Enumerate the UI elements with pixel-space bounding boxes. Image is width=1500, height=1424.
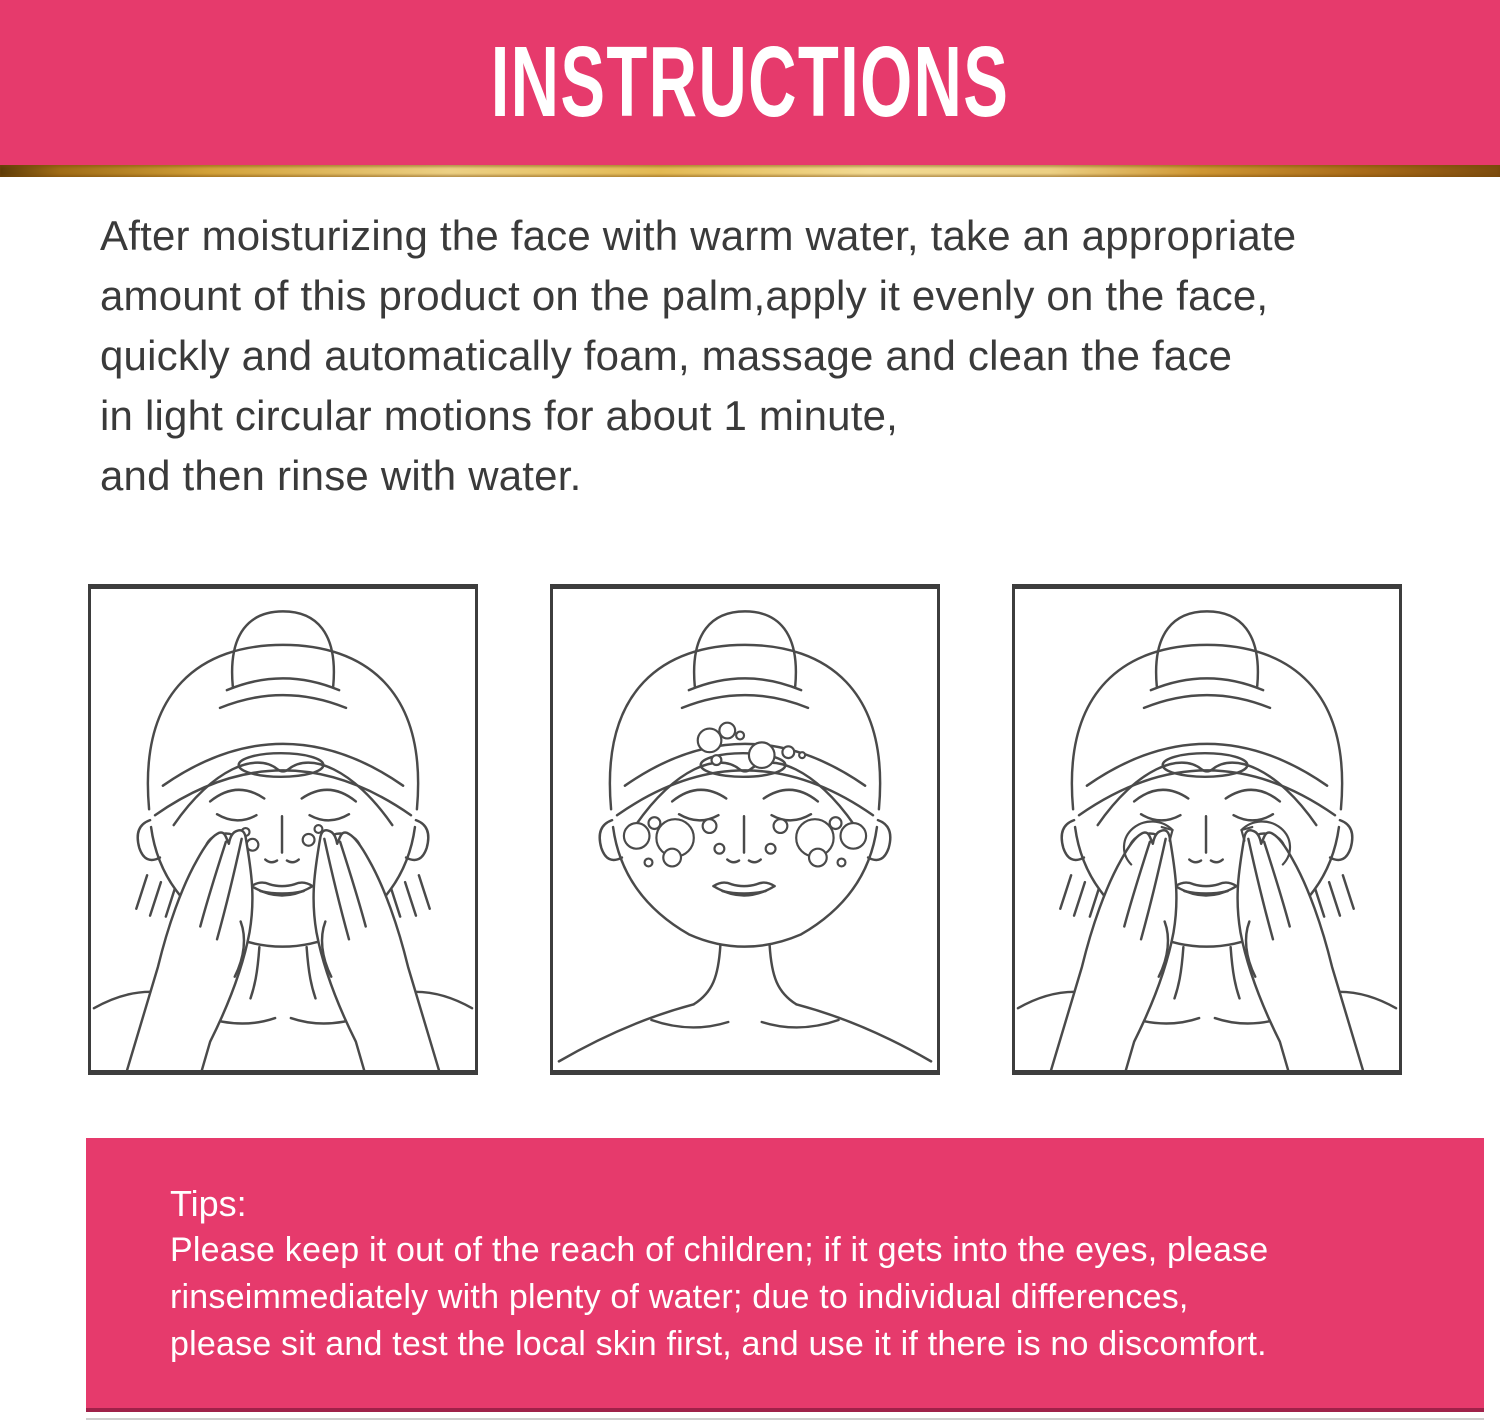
header-banner [0,0,1500,165]
intro-line: amount of this product on the palm,apply it evenly on the face, [100,272,1269,319]
intro-line: quickly and automatically foam, massage and clean the face [100,332,1233,379]
intro-line: and then rinse with water. [100,452,582,499]
face-foam-bubbles-icon [553,589,937,1070]
step-panel-2 [550,584,940,1075]
tips-line: Please keep it out of the reach of children; if it gets into the eyes, please [170,1231,1269,1269]
gold-divider [0,165,1500,177]
tips-box [86,1138,1484,1412]
intro-line: After moisturizing the face with warm water, take an appropriate [100,212,1297,259]
step-panel-3 [1012,584,1402,1075]
page-title: INSTRUCTIONS [490,26,1010,138]
face-hands-massage-icon [91,589,475,1070]
bottom-shadow-line [86,1418,1484,1420]
step-panel-1 [88,584,478,1075]
usage-instructions-paragraph [100,206,1460,506]
intro-line: in light circular motions for about 1 minute, [100,392,899,439]
tips-heading: Tips: [170,1183,247,1224]
face-circular-massage-icon [1015,589,1399,1070]
steps-illustrations [88,584,1402,1075]
tips-line: rinseimmediately with plenty of water; due to individual differences, [170,1278,1189,1316]
tips-line: please sit and test the local skin first, and use it if there is no discomfort. [170,1325,1267,1363]
